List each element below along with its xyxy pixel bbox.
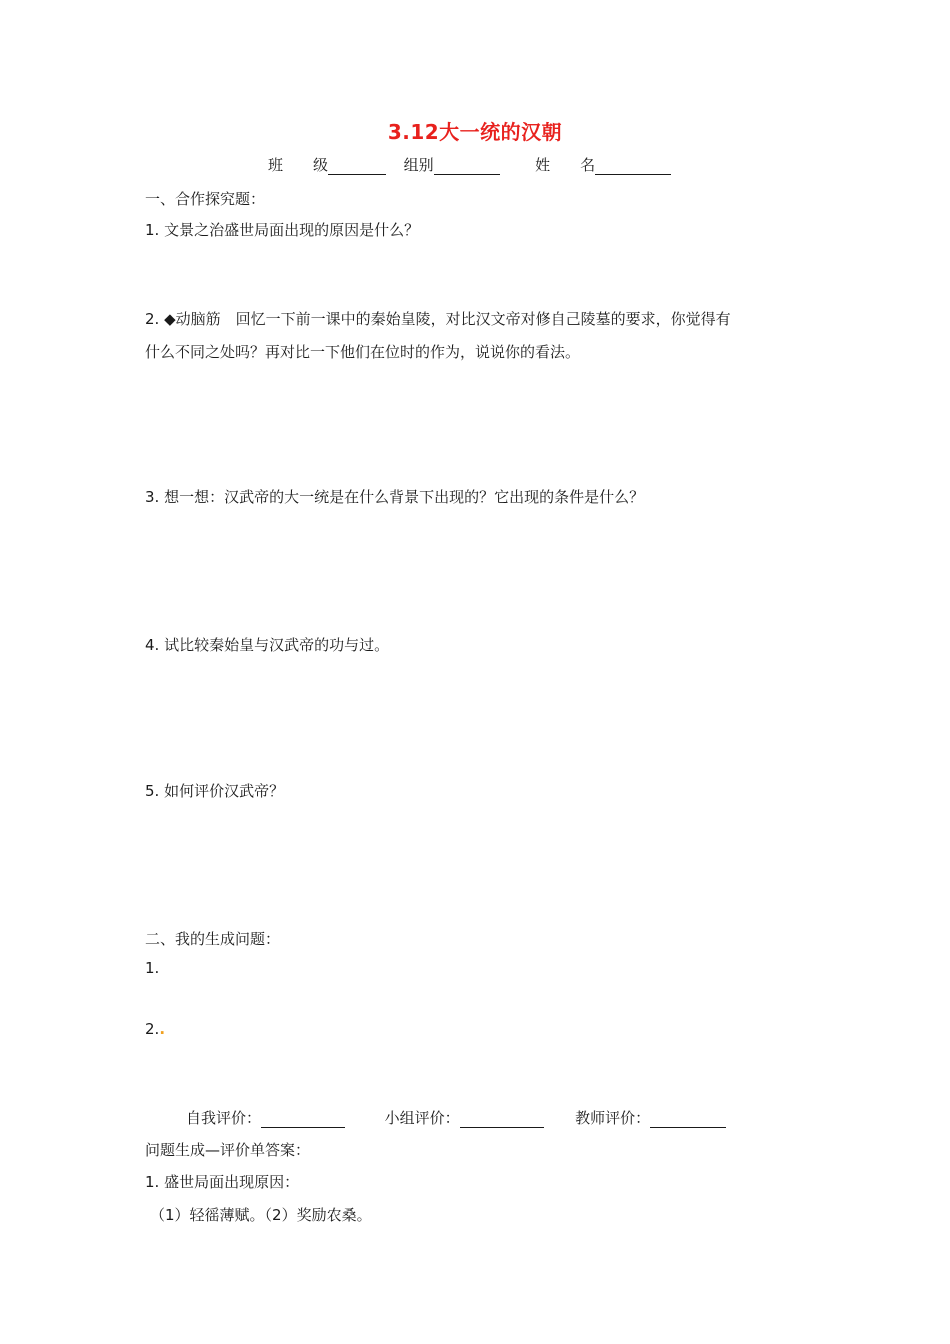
teacher-eval-label: 教师评价： [575,1109,651,1127]
name-blank[interactable] [595,158,671,175]
question-1: 1. 文景之治盛世局面出现的原因是什么？ [145,221,420,239]
class-label: 班 级 [268,156,329,174]
question-4: 4. 试比较秦始皇与汉武帝的功与过。 [145,636,390,654]
answers-heading: 问题生成—评价单答案： [145,1141,311,1159]
page-title: 3.12大一统的汉朝 [387,120,563,144]
section2-heading: 二、我的生成问题： [145,930,281,948]
question-2-line-1: 2. ◆动脑筋 回忆一下前一课中的秦始皇陵，对比汉文帝对修自己陵墓的要求，你觉得有 [145,310,731,328]
answer-1-detail: （1）轻徭薄赋。（2）奖励农桑。 [150,1206,372,1224]
generated-question-2-label: 2. [145,1020,160,1038]
generated-question-1: 1. [145,959,160,977]
question-2-line-2: 什么不同之处吗？再对比一下他们在位时的作为，说说你的看法。 [145,343,581,361]
class-blank[interactable] [328,158,386,175]
section1-heading: 一、合作探究题： [145,190,266,208]
group-label: 组别 [403,156,434,174]
student-info-row [268,154,671,175]
generated-question-2 [145,1020,165,1038]
question-3: 3. 想一想：汉武帝的大一统是在什么背景下出现的？它出现的条件是什么？ [145,488,645,506]
evaluation-row [186,1107,726,1128]
self-eval-label: 自我评价： [186,1109,262,1127]
question-5: 5. 如何评价汉武帝？ [145,782,285,800]
group-blank[interactable] [434,158,500,175]
group-eval-label: 小组评价： [384,1109,460,1127]
self-eval-blank[interactable] [261,1111,345,1128]
name-label: 姓 名 [535,156,596,174]
group-eval-blank[interactable] [460,1111,544,1128]
answer-1: 1. 盛世局面出现原因： [145,1173,300,1191]
teacher-eval-blank[interactable] [650,1111,726,1128]
orange-dot-mark: . [159,1020,166,1038]
